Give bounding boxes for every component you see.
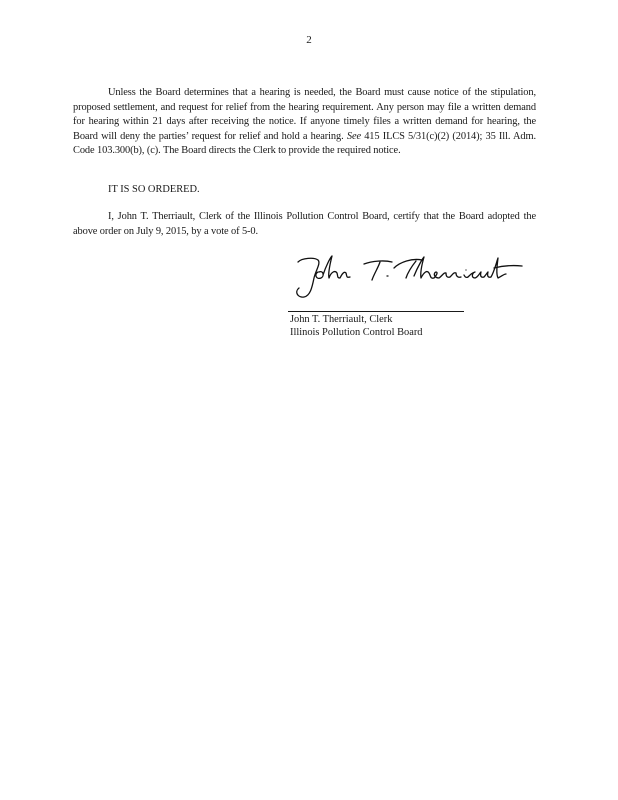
signature-line <box>288 311 464 312</box>
paragraph-text-after-see: 415 ILCS 5/31(c)(2) (2014); 35 Ill. Adm. Code 103.300(b), (c). The Board directs the Clerk to provide the required notice. <box>73 130 536 156</box>
signature-block <box>290 313 423 339</box>
clerk-name-title: John T. Therriault, Clerk <box>290 314 393 325</box>
order-statement: IT IS SO ORDERED. <box>108 184 200 195</box>
page-number: 2 <box>306 34 312 46</box>
settlement-notice-paragraph <box>73 86 536 159</box>
see-citation-signal: See <box>346 130 361 142</box>
paragraph-text-before-see: Unless the Board determines that a hearing is needed, the Board must cause notice of the stipulation, proposed settlement, and request for relief from the hearing requirement. Any person may file a written demand for hearing within 21 days after receiving the notice. If anyone timely files a written demand for hearing, the Board will deny the parties’ request for relief and hold a hearing. <box>73 87 536 142</box>
handwritten-signature <box>288 248 528 303</box>
clerk-certification-paragraph: I, John T. Therriault, Clerk of the Illinois Pollution Control Board, certify that the Board adopted the above order on July 9, 2015, by a vote of 5-0. <box>73 211 536 237</box>
board-name: Illinois Pollution Control Board <box>290 327 423 338</box>
